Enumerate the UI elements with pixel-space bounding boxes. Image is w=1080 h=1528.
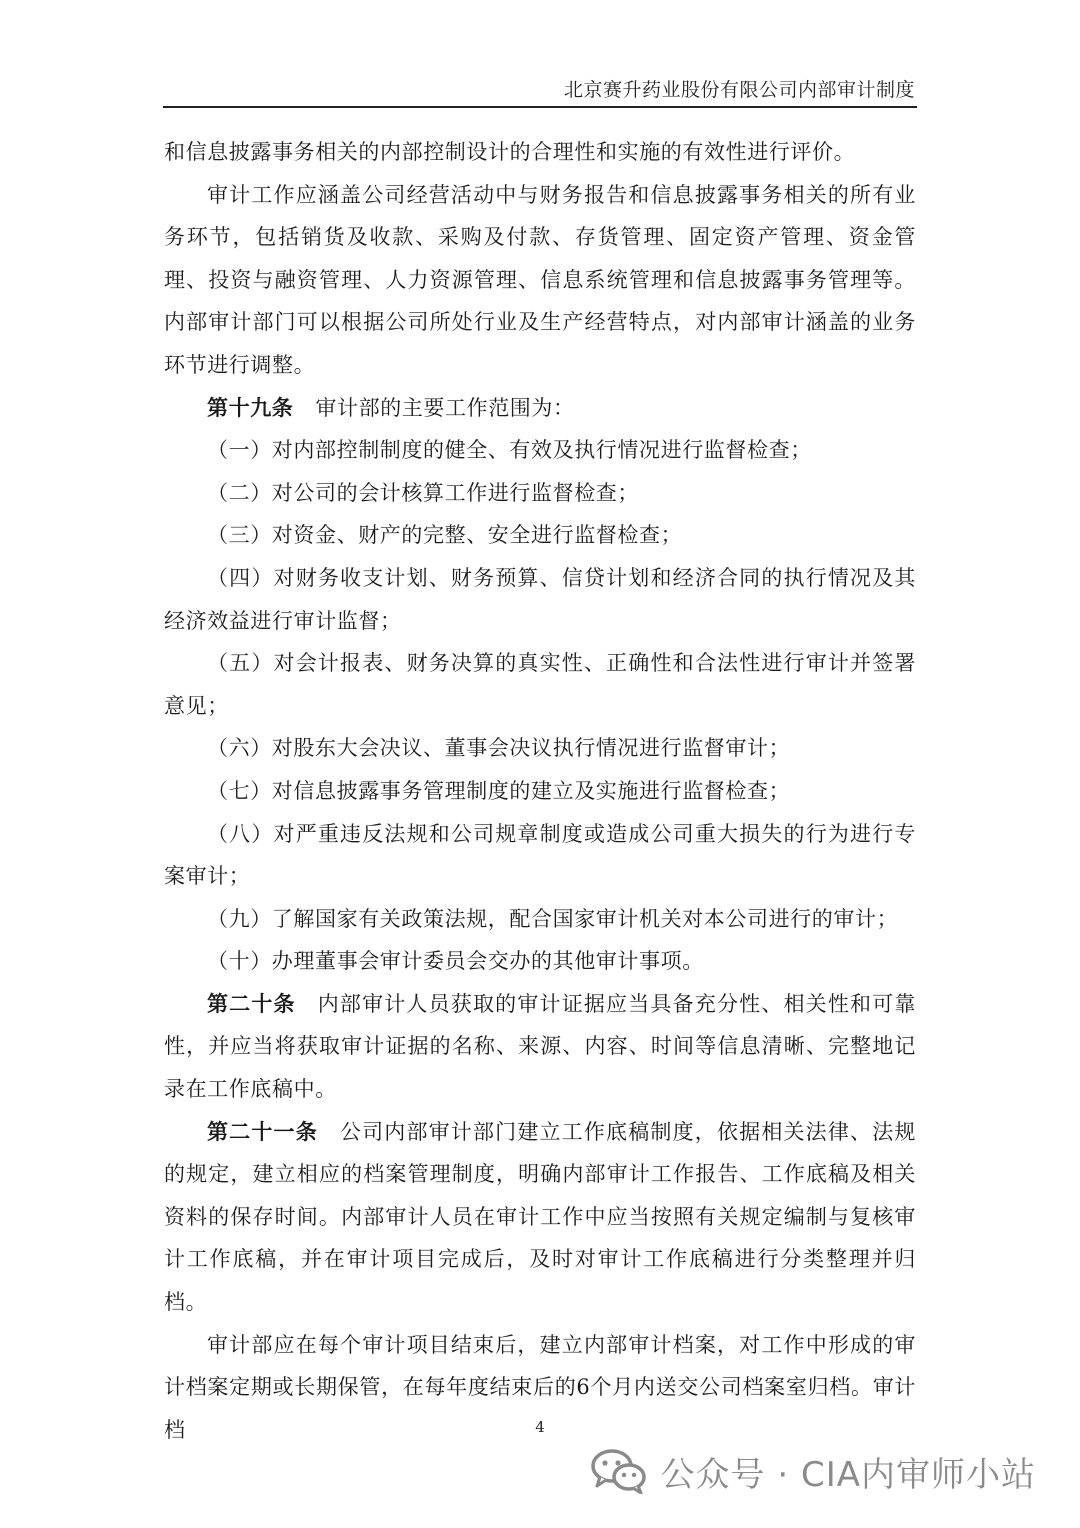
list-item: [164, 727, 916, 770]
paragraph: [164, 174, 916, 387]
article-paragraph: [164, 387, 916, 430]
page-number: 4: [535, 1418, 545, 1436]
list-item-text: （六）对股东大会决议、董事会决议执行情况进行监督审计；: [207, 736, 791, 761]
wechat-icon: [591, 1448, 647, 1494]
list-item: [164, 898, 916, 941]
paragraph-text: 审计工作应涵盖公司经营活动中与财务报告和信息披露事务相关的所有业务环节，包括销货及收款、采购及付款、存货管理、固定资产管理、资金管理、投资与融资管理、人力资源管理、信息系统管理和信息披露事务管理等。内部审计部门可以根据公司所处行业及生产经营特点，对内部审计涵盖的业务环节进行调整。: [164, 182, 916, 377]
list-item-text: （四）对财务收支计划、财务预算、信贷计划和经济合同的执行情况及其经济效益进行审计监督；: [164, 565, 916, 633]
list-item: [164, 642, 916, 727]
list-item: [164, 770, 916, 813]
paragraph-text: 审计部的主要工作范围为：: [315, 395, 575, 420]
list-item-text: （五）对会计报表、财务决算的真实性、正确性和合法性进行审计并签署意见；: [164, 651, 916, 718]
document-body: [164, 131, 916, 1451]
list-item-text: （三）对资金、财产的完整、安全进行监督检查；: [207, 523, 683, 548]
list-item: [164, 557, 916, 642]
paragraph-text: 审计部应在每个审计项目结束后，建立内部审计档案，对工作中形成的审计档案定期或长期保管，在每年度结束后的6个月内送交公司档案室归档。审计档: [164, 1332, 916, 1442]
list-item-text: （七）对信息披露事务管理制度的建立及实施进行监督检查；: [207, 778, 791, 803]
paragraph-text: 内部审计人员获取的审计证据应当具备充分性、相关性和可靠性，并应当将获取审计证据的名称、来源、内容、时间等信息清晰、完整地记录在工作底稿中。: [164, 991, 916, 1102]
list-item: [164, 514, 916, 557]
watermark: [591, 1448, 1036, 1494]
paragraph: [164, 131, 916, 174]
header-title: 北京赛升药业股份有限公司内部审计制度: [563, 79, 915, 101]
list-item-text: （一）对内部控制制度的健全、有效及执行情况进行监督检查；: [207, 438, 812, 463]
list-item-text: （八）对严重违反法规和公司规章制度或造成公司重大损失的行为进行专案审计；: [164, 821, 916, 889]
page-header: [163, 70, 917, 108]
article-number: 第十九条: [207, 394, 294, 420]
list-item-text: （十）办理董事会审计委员会交办的其他审计事项。: [207, 949, 704, 974]
paragraph-text: 和信息披露事务相关的内部控制设计的合理性和实施的有效性进行评价。: [164, 140, 856, 164]
article-paragraph: [164, 1111, 916, 1324]
article-number: 第二十一条: [207, 1118, 318, 1144]
watermark-text: 公众号 · CIA内审师小站: [660, 1454, 1036, 1495]
list-item: [164, 472, 916, 515]
article-number: 第二十条: [207, 990, 296, 1016]
list-item: [164, 940, 916, 983]
paragraph-text: 公司内部审计部门建立工作底稿制度，依据相关法律、法规的规定，建立相应的档案管理制度，明确内部审计工作报告、工作底稿及相关资料的保存时间。内部审计人员在审计工作中应当按照有关规定编制与复核审计工作底稿，并在审计项目完成后，及时对审计工作底稿进行分类整理并归档。: [164, 1119, 916, 1315]
list-item-text: （二）对公司的会计核算工作进行监督检查；: [207, 480, 639, 505]
list-item: [164, 813, 916, 898]
list-item: [164, 429, 916, 472]
article-paragraph: [164, 983, 916, 1111]
list-item-text: （九）了解国家有关政策法规，配合国家审计机关对本公司进行的审计；: [207, 906, 899, 931]
